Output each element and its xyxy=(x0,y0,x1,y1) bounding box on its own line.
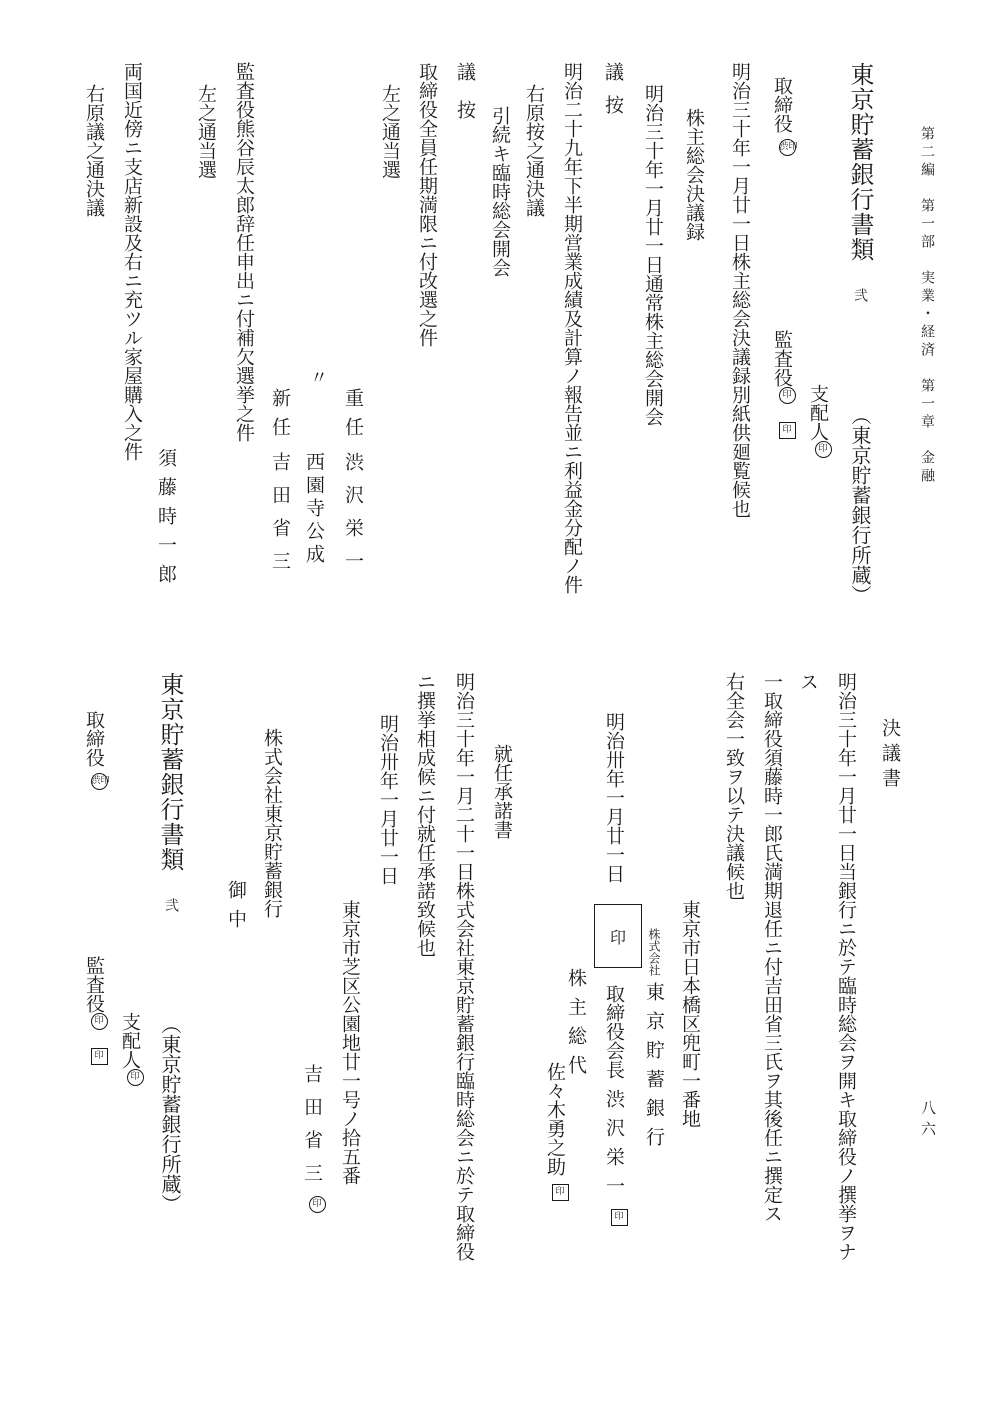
doc1-agenda2-item: 取締役全員任期満限ニ付改選之件 xyxy=(416,62,438,347)
doc3-name-line xyxy=(302,1064,326,1213)
president-name: 渋沢栄一 xyxy=(603,1089,625,1205)
seal-icon: 渋印 xyxy=(779,139,796,156)
stamp-label: 印 xyxy=(609,927,626,947)
seal-icon: 印 xyxy=(779,387,796,404)
doc1-source: （東京貯蓄銀行所蔵） xyxy=(848,405,872,605)
elect4-name: 須藤時一郎 xyxy=(155,448,177,593)
elect2-name: 西園寺公成 xyxy=(303,452,325,567)
doc3-title: 就任承諾書 xyxy=(491,744,513,839)
doc1-agenda1-head xyxy=(603,62,622,114)
doc2-body1: 明治三十年一月廿一日当銀行ニ於テ臨時総会ヲ開キ取締役ノ撰挙ヲナ xyxy=(835,672,857,1261)
doc2-company-line xyxy=(644,928,663,1156)
page-number: 八六 xyxy=(919,1100,937,1142)
doc2-president xyxy=(604,984,628,1226)
doc1-sig-shihainin xyxy=(808,384,832,458)
agenda1-head-b: 按 xyxy=(602,95,624,114)
doc3-date: 明治卅年一月廿一日 xyxy=(377,714,399,885)
doc2-rep-title: 株主総代 xyxy=(565,968,587,1084)
doc3-address: 東京市芝区公園地廿一号ノ拾五番 xyxy=(339,900,361,1185)
sig-kansa-label: 監査役 xyxy=(83,956,105,1013)
doc3-honorific: 御中 xyxy=(225,880,247,938)
doc1-extra-meeting: 引続キ臨時総会開会 xyxy=(489,106,511,277)
seal-icon: 印 xyxy=(127,1069,144,1086)
square-seal-icon: 印 xyxy=(91,1048,108,1065)
doc2-body2: 一取締役須藤時一郎氏満期退任ニ付吉田省三氏ヲ其後任ニ撰定ス xyxy=(761,672,783,1223)
doc4-source: （東京貯蓄銀行所蔵） xyxy=(158,1014,182,1214)
doc1-volume: 弐 xyxy=(852,288,868,302)
doc4-volume: 弐 xyxy=(163,898,179,912)
doc1-meeting: 明治三十年一月廿一日通常株主総会開会 xyxy=(642,84,664,426)
sig-torishimari-label: 取締役 xyxy=(771,76,793,133)
doc1-agenda4-item: 両国近傍ニ支店新設及右ニ充ツル家屋購入之件 xyxy=(121,62,143,461)
president-title: 取締役会長 xyxy=(603,984,625,1079)
doc1-record-title: 株主総会決議録 xyxy=(683,108,705,241)
agenda1-head-a: 議 xyxy=(602,62,624,81)
doc2-rep xyxy=(545,1062,569,1201)
elect3-name: 吉田省三 xyxy=(269,452,291,584)
elect2-type: 〃 xyxy=(307,368,328,386)
sig-shihainin-label: 支配人 xyxy=(807,384,829,441)
rep-name: 佐々木勇之助 xyxy=(544,1062,566,1176)
company-prefix: 株式会社 xyxy=(647,928,661,976)
doc3-body1: 明治三十年一月二十一日株式会社東京貯蓄銀行臨時総会ニ於テ取締役 xyxy=(453,672,475,1261)
running-header: 第二編 第一部 実業・経済 第一章 金融 xyxy=(919,126,935,486)
elect3-type: 新任 xyxy=(269,388,291,446)
doc1-intro: 明治三十年一月廿一日株主総会決議録別紙供廻覧候也 xyxy=(729,62,751,518)
square-seal-icon: 印 xyxy=(611,1209,628,1226)
doc3-name: 吉田省三 xyxy=(301,1064,323,1196)
doc4-title: 東京貯蓄銀行書類 xyxy=(156,672,184,872)
seal-icon: 印 xyxy=(91,1013,108,1030)
elect1-name: 渋沢栄一 xyxy=(342,452,364,584)
sig-torishimari-label: 取締役 xyxy=(83,710,105,767)
doc1-agenda1-result: 右原按之通決議 xyxy=(523,84,545,217)
company-name: 東京貯蓄銀行 xyxy=(643,982,665,1156)
square-seal-icon: 印 xyxy=(779,422,796,439)
doc4-sig-kansa xyxy=(84,956,108,1065)
doc2-address: 東京市日本橋区兜町一番地 xyxy=(679,900,701,1128)
doc3-body2: ニ撰挙相成候ニ付就任承諾致候也 xyxy=(414,672,436,957)
sig-kansa-label: 監査役 xyxy=(771,330,793,387)
square-seal-icon: 印 xyxy=(552,1184,569,1201)
doc1-agenda3-item: 監査役熊谷辰太郎辞任申出ニ付補欠選挙之件 xyxy=(233,62,255,442)
doc4-sig-torishimari xyxy=(84,710,108,790)
doc2-body3: 右全会一致ヲ以テ決議候也 xyxy=(723,672,745,900)
doc2-body1b: ス xyxy=(797,672,819,691)
doc1-sig-torishimari xyxy=(772,76,796,156)
sig-shihainin-label: 支配人 xyxy=(119,1012,141,1069)
elect1-type: 重任 xyxy=(342,388,364,446)
doc2-date: 明治卅年一月廿一日 xyxy=(603,712,625,883)
doc2-title: 決議書 xyxy=(879,718,901,793)
seal-icon: 渋印 xyxy=(91,773,108,790)
large-square-seal-icon xyxy=(594,904,642,968)
doc1-agenda2-result: 左之通当選 xyxy=(379,84,401,179)
doc1-sig-kansa xyxy=(772,330,796,439)
seal-icon: 印 xyxy=(815,441,832,458)
doc1-agenda1-item: 明治二十九年下半期営業成績及計算ノ報告並ニ利益金分配ノ件 xyxy=(561,62,583,594)
doc1-agenda2-head: 議 按 xyxy=(454,62,476,119)
doc1-title: 東京貯蓄銀行書類 xyxy=(846,62,874,262)
doc4-sig-shihainin xyxy=(120,1012,144,1086)
doc1-agenda3-result: 左之通当選 xyxy=(195,84,217,179)
seal-icon: 印 xyxy=(309,1196,326,1213)
doc1-agenda4-result: 右原議之通決議 xyxy=(83,84,105,217)
doc3-addressee: 株式会社東京貯蓄銀行 xyxy=(261,728,283,918)
